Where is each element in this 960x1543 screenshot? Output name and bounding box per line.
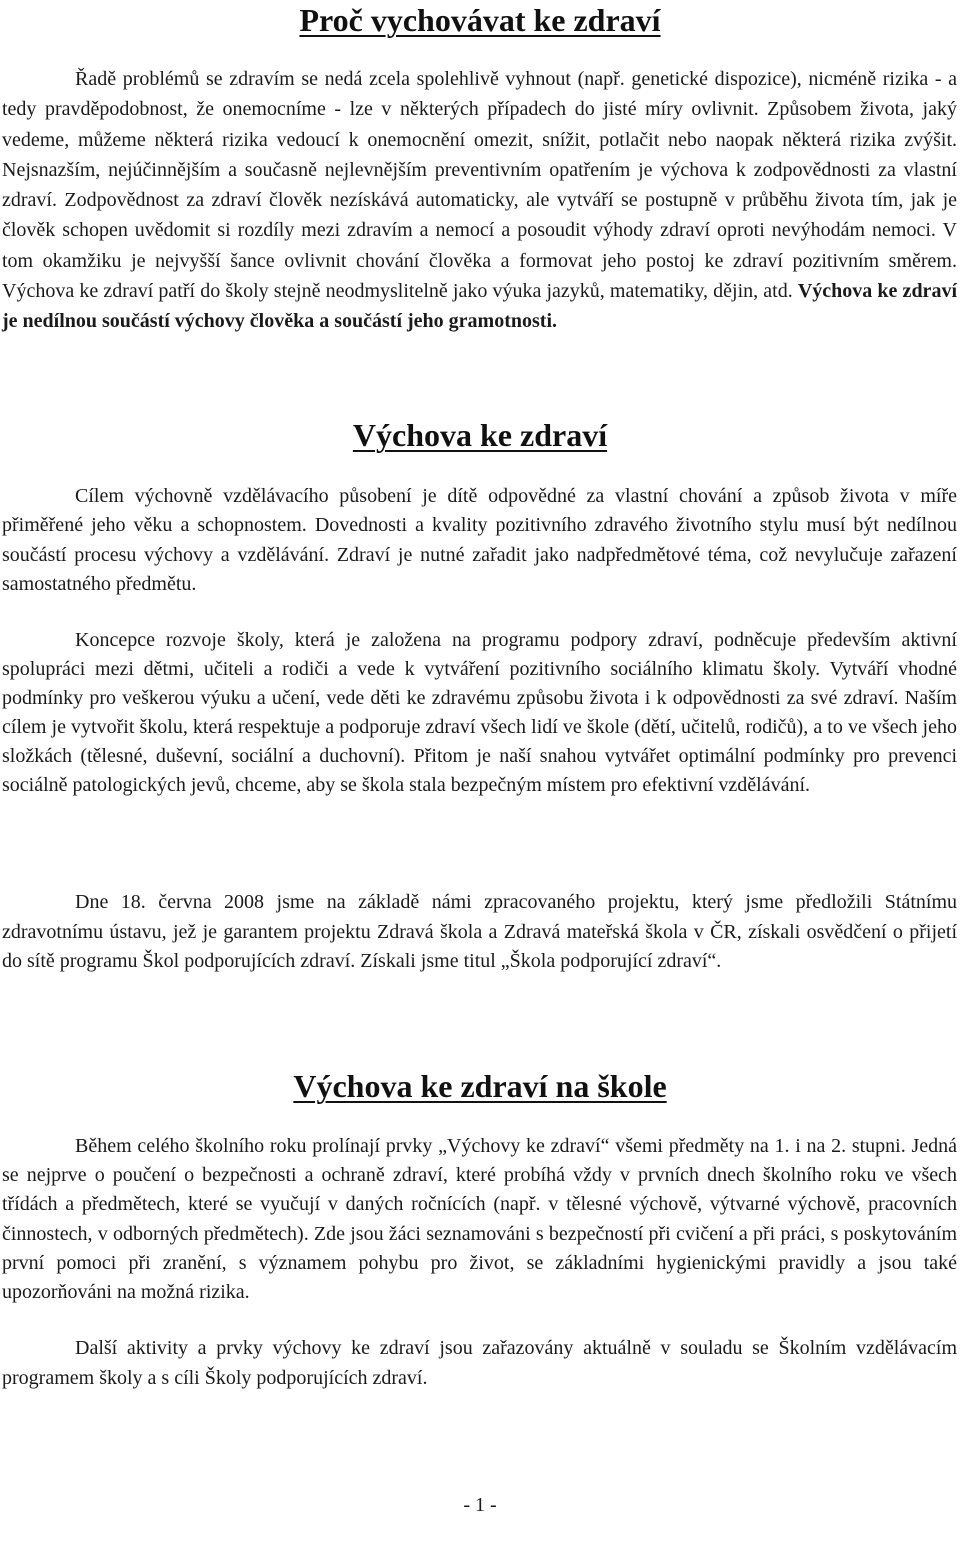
intro-bold-text: Výchova ke zdraví je nedílnou součástí výchovy člověka a součástí jeho gramotnosti. (2, 279, 957, 332)
page-title: Proč vychovávat ke zdraví (299, 2, 661, 38)
section-heading-health-education: Výchova ke zdraví (352, 417, 608, 453)
certification-paragraph: Dne 18. června 2008 jsme na základě námi zpracovaného projektu, který jsme předložili Státnímu zdravotnímu ústavu, jež je garantem projektu Zdravá škola a Zdravá mateřská škola v ČR, získali osvědčení o přijetí do sítě programu Škol podporujících zdraví. Získali jsme titul „Škola podporující zdraví“. (2, 891, 957, 973)
school-year-paragraph: Během celého školního roku prolínají prvky „Výchovy ke zdraví“ všemi předměty na 1. i na 2. stupni. Jedná se nejprve o poučení o bezpečnosti a ochraně zdraví, které probíhá vždy v prvních dnech školního roku ve všech třídách a předmětech, které se vyučují v daných ročnících (např. v tělesné výchově, výtvarné výchově, pracovních činnostech, v odborných předmětech). Zde jsou žáci seznamováni s bezpečností při cvičení a při práci, s poskytováním první pomoci při zranění, s významem pohybu pro život, se základními hygienickými pravidly a jsou také upozorňováni na možná rizika. (2, 1135, 957, 1304)
intro-paragraph (2, 64, 957, 336)
page-number: - 1 - (463, 1494, 497, 1516)
goal-paragraph: Cílem výchovně vzdělávacího působení je dítě odpovědné za vlastní chování a způsob života v míře přiměřené jeho věku a schopnostem. Dovednosti a kvality pozitivního zdravého životního stylu musí být nedílnou součástí procesu výchovy a vzdělávání. Zdraví je nutné zařadit jako nadpředmětové téma, což nevylučuje zařazení samostatného předmětu. (2, 485, 957, 596)
section-heading-health-education-at-school: Výchova ke zdraví na škole (293, 1068, 667, 1104)
other-activities-paragraph: Další aktivity a prvky výchovy ke zdraví jsou zařazovány aktuálně v souladu se Školním vzdělávacím programem školy a s cíli Školy podporujících zdraví. (2, 1337, 957, 1389)
concept-paragraph: Koncepce rozvoje školy, která je založena na programu podpory zdraví, podněcuje především aktivní spolupráci mezi dětmi, učiteli a rodiči a vede k vytváření pozitivního sociálního klimatu školy. Vytváří vhodné podmínky pro veškerou výuku a učení, vede děti ke zdravému způsobu života i k odpovědnosti za své zdraví. Naším cílem je vytvořit školu, která respektuje a podporuje zdraví všech lidí ve škole (dětí, učitelů, rodičů), a to ve všech jeho složkách (tělesné, duševní, sociální a duchovní). Přitom je naší snahou vytvářet optimální podmínky pro prevenci sociálně patologických jevů, chceme, aby se škola stala bezpečným místem pro efektivní vzdělávání. (2, 629, 957, 797)
intro-text: Řadě problémů se zdravím se nedá zcela spolehlivě vyhnout (např. genetické dispozice), nicméně rizika - a tedy pravděpodobnost, že onemocníme - lze v některých případech do jisté míry ovlivnit. Způsobem života, jaký vedeme, můžeme některá rizika vedoucí k onemocnění omezit, snížit, potlačit nebo naopak některá rizika zvýšit. Nejsnazším, nejúčinnějším a současně nejlevnějším preventivním opatřením je výchova k zodpovědnosti za vlastní zdraví. Zodpovědnost za zdraví člověk nezískává automaticky, ale vytváří se postupně v průběhu života tím, jak je člověk schopen uvědomit si rozdíly mezi zdravím a nemocí a posoudit výhody zdraví oproti nevýhodám nemoci. V tom okamžiku je nejvyšší šance ovlivnit chování člověka a formovat jeho postoj ke zdraví pozitivním směrem. Výchova ke zdraví patří do školy stejně neodmyslitelně jako výuka jazyků, matematiky, dějin, atd. (2, 68, 957, 302)
